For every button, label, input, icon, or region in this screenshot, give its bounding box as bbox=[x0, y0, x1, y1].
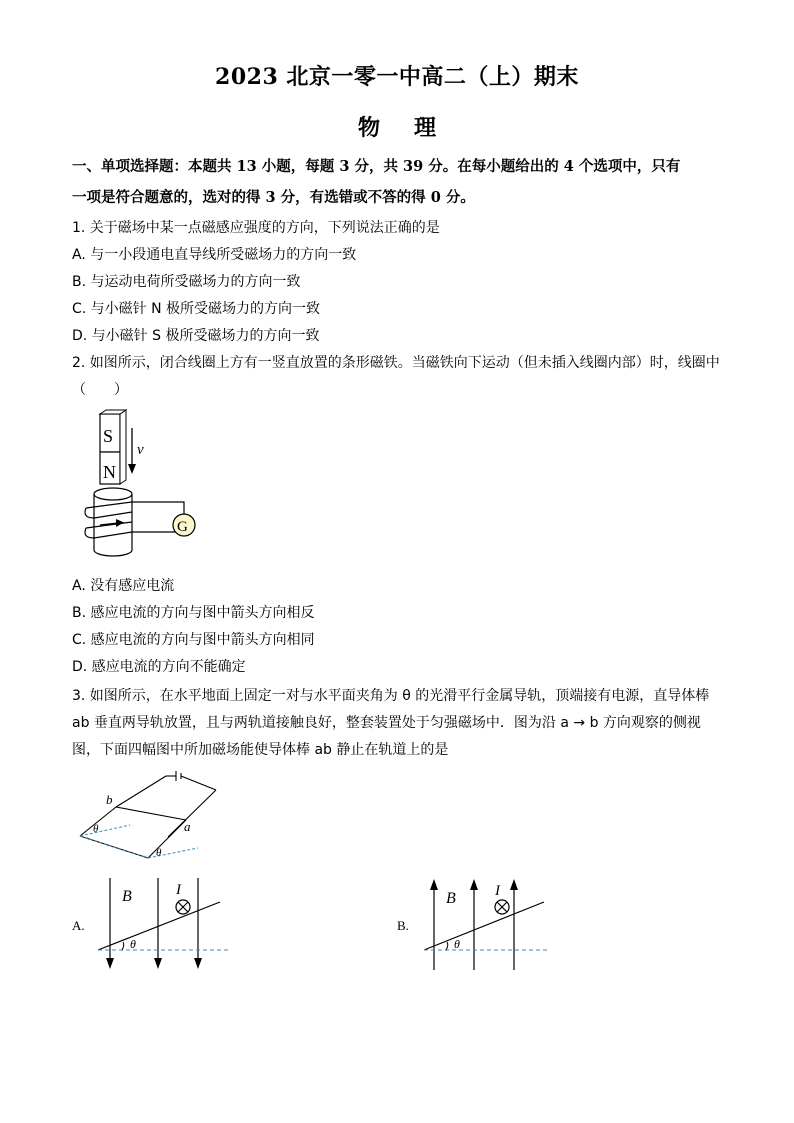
page-title: 2023 北京一零一中高二（上）期末 bbox=[215, 64, 579, 90]
question-2-option-c: C. 感应电流的方向与图中箭头方向相同 bbox=[72, 632, 315, 648]
subject-title: 物理 bbox=[357, 115, 470, 141]
question-3-stem-line1: 3. 如图所示，在水平地面上固定一对与水平面夹角为 θ 的光滑平行金属导轨，顶端接有电源，直导体棒 bbox=[72, 688, 710, 704]
question-1-option-a: A. 与一小段通电直导线所受磁场力的方向一致 bbox=[72, 247, 357, 263]
question-1-option-c: C. 与小磁针 N 极所受磁场力的方向一致 bbox=[72, 301, 321, 317]
option-b-field-label: B bbox=[446, 890, 456, 907]
label-a: a bbox=[184, 819, 191, 834]
question-2-stem: 2. 如图所示，闭合线圈上方有一竖直放置的条形磁铁。当磁铁向下运动（但未插入线圈内部）时，线圈中 bbox=[72, 355, 720, 371]
magnet-n-label: N bbox=[103, 462, 116, 482]
angle-theta-2: θ bbox=[156, 847, 162, 859]
coil-current-arrow bbox=[116, 519, 124, 527]
magnet-coil-figure bbox=[80, 408, 210, 563]
label-b: b bbox=[106, 792, 113, 807]
option-b-theta: θ bbox=[454, 937, 460, 951]
incline-b bbox=[424, 902, 544, 950]
question-2-option-b: B. 感应电流的方向与图中箭头方向相反 bbox=[72, 605, 315, 621]
question-1-option-b: B. 与运动电荷所受磁场力的方向一致 bbox=[72, 274, 301, 290]
galvanometer-label: G bbox=[177, 519, 188, 535]
coil-top bbox=[94, 488, 132, 500]
section-heading-line1: 一、单项选择题：本题共 13 小题，每题 3 分，共 39 分。在每小题给出的 4 个选项中，只有 bbox=[72, 158, 681, 175]
section-heading-line2: 一项是符合题意的，选对的得 3 分，有选错或不答的得 0 分。 bbox=[72, 189, 475, 206]
magnet-s-label: S bbox=[103, 426, 114, 446]
option-a-figure bbox=[94, 874, 234, 974]
question-3-stem-line2: ab 垂直两导轨放置，且与两轨道接触良好，整套装置处于匀强磁场中．图为沿 a → b 方向观察的侧视 bbox=[72, 715, 701, 731]
option-a-current-label: I bbox=[176, 882, 181, 898]
rail-figure bbox=[68, 770, 228, 865]
question-3-option-b-label: B. bbox=[397, 918, 409, 933]
question-1-stem: 1. 关于磁场中某一点磁感应强度的方向，下列说法正确的是 bbox=[72, 220, 440, 236]
question-1-option-d: D. 与小磁针 S 极所受磁场力的方向一致 bbox=[72, 328, 320, 344]
question-3-stem-line3: 图，下面四幅图中所加磁场能使导体棒 ab 静止在轨道上的是 bbox=[72, 742, 449, 758]
rod-ab bbox=[116, 807, 186, 820]
option-b-current-label: I bbox=[495, 883, 500, 899]
question-2-blank: （ ） bbox=[72, 382, 128, 398]
angle-theta-1: θ bbox=[93, 823, 99, 835]
question-2-option-a: A. 没有感应电流 bbox=[72, 578, 175, 594]
option-b-figure bbox=[420, 874, 560, 974]
question-3-option-a-label: A. bbox=[72, 918, 85, 933]
option-a-field-label: B bbox=[122, 888, 132, 905]
question-2-option-d: D. 感应电流的方向不能确定 bbox=[72, 659, 246, 675]
option-a-theta: θ bbox=[130, 937, 136, 951]
velocity-label: v bbox=[137, 442, 144, 458]
incline-a bbox=[98, 902, 220, 950]
